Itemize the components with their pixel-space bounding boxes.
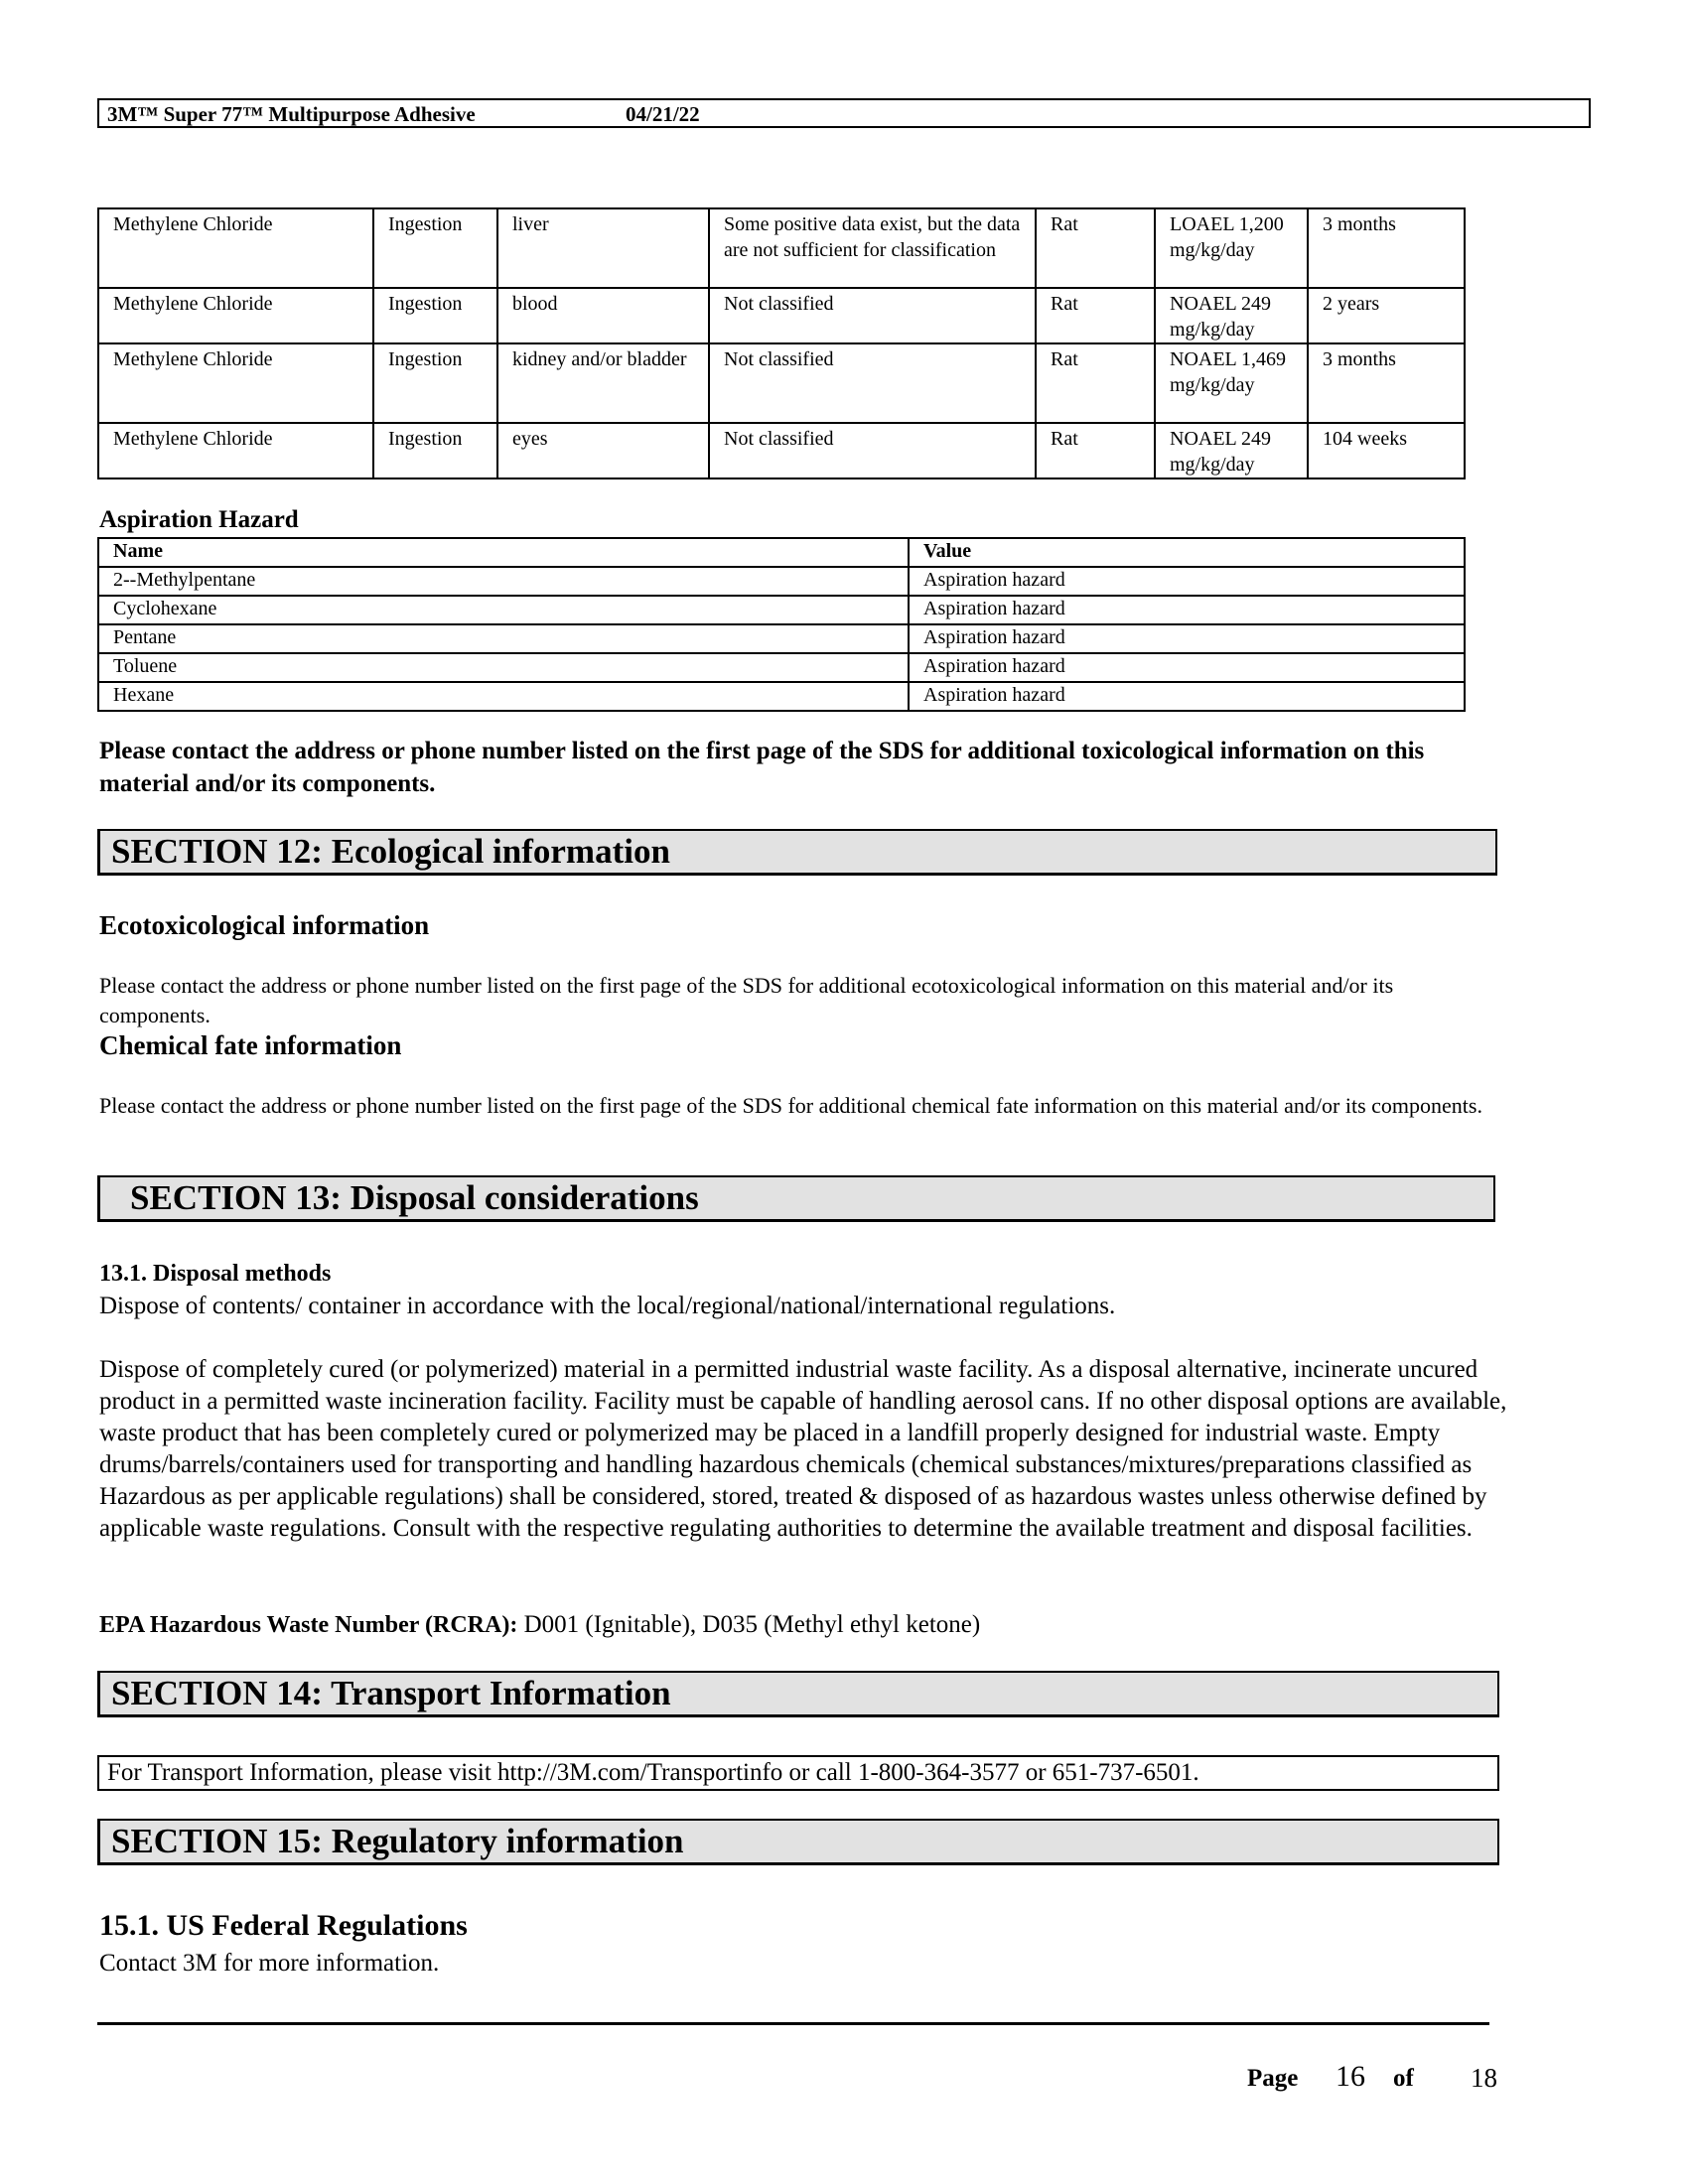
footer-divider: [97, 2022, 1489, 2025]
chemical-fate-heading: Chemical fate information: [99, 1030, 402, 1060]
table-cell: liver: [497, 208, 709, 288]
aspiration-hazard-title: Aspiration Hazard: [99, 506, 299, 533]
table-cell: Methylene Chloride: [98, 423, 373, 478]
section-title: SECTION 13: Disposal considerations: [130, 1178, 699, 1217]
table-cell: kidney and/or bladder: [497, 343, 709, 423]
disposal-methods-heading: 13.1. Disposal methods: [99, 1261, 332, 1287]
toxicology-contact-note: Please contact the address or phone number listed on the first page of the SDS for additional toxicological information on this material and/or its components.: [99, 738, 1425, 797]
table-cell: Ingestion: [373, 208, 497, 288]
us-federal-regulations-heading: 15.1. US Federal Regulations: [99, 1909, 468, 1942]
table-cell: Aspiration hazard: [909, 567, 1465, 596]
section-title: SECTION 14: Transport Information: [111, 1674, 671, 1712]
table-cell: Aspiration hazard: [909, 624, 1465, 653]
table-cell: Cyclohexane: [98, 596, 909, 624]
table-cell: NOAEL 249 mg/kg/day: [1155, 423, 1308, 478]
table-cell: Some positive data exist, but the data are not sufficient for classification: [709, 208, 1036, 288]
table-row: [98, 653, 1465, 682]
table-row: [98, 208, 1465, 288]
table-cell: 104 weeks: [1308, 423, 1465, 478]
table-cell: NOAEL 249 mg/kg/day: [1155, 288, 1308, 343]
epa-waste-number: [99, 1609, 1509, 1641]
column-header: Value: [909, 538, 1465, 567]
ecotoxicological-text: Please contact the address or phone number listed on the first page of the SDS for additional ecotoxicological information on this material and/or its components.: [99, 973, 1394, 1027]
of-label: of: [1393, 2065, 1414, 2092]
table-cell: Toluene: [98, 653, 909, 682]
table-row: [98, 682, 1465, 711]
table-cell: 3 months: [1308, 343, 1465, 423]
table-row: [98, 423, 1465, 478]
epa-waste-label: EPA Hazardous Waste Number (RCRA):: [99, 1612, 518, 1638]
table-row: [98, 567, 1465, 596]
total-pages: 18: [1471, 2063, 1497, 2093]
table-cell: Rat: [1036, 288, 1155, 343]
disposal-paragraph: Dispose of completely cured (or polymerized) material in a permitted industrial waste facility. As a disposal alternative, incinerate uncured product in a permitted waste incineration facility. Facility must be capable of handling aerosol cans. If no other disposal options are available, waste product that has been completely cured or polymerized may be placed in a landfill properly designed for industrial waste. Empty drums/barrels/containers used for transporting and handling hazardous chemicals (chemical substances/mixtures/preparations classified as Hazardous as per applicable regulations) shall be considered, stored, treated & disposed of as hazardous wastes unless otherwise defined by applicable waste regulations. Consult with the respective regulating authorities to determine the available treatment and disposal facilities.: [99, 1356, 1507, 1542]
table-cell: Ingestion: [373, 343, 497, 423]
table-header-row: [98, 538, 1465, 567]
table-cell: 2 years: [1308, 288, 1465, 343]
revision-date: 04/21/22: [626, 102, 700, 126]
epa-waste-value: D001 (Ignitable), D035 (Methyl ethyl ketone): [523, 1611, 981, 1638]
table-cell: blood: [497, 288, 709, 343]
table-cell: Aspiration hazard: [909, 682, 1465, 711]
section-title: SECTION 12: Ecological information: [111, 832, 670, 871]
transport-info-box: [97, 1755, 1499, 1791]
table-cell: Not classified: [709, 288, 1036, 343]
table-row: [98, 288, 1465, 343]
target-organ-table: [97, 207, 1466, 479]
table-cell: Aspiration hazard: [909, 596, 1465, 624]
chemical-fate-text: Please contact the address or phone number listed on the first page of the SDS for additional chemical fate information on this material and/or its components.: [99, 1093, 1482, 1118]
table-row: [98, 343, 1465, 423]
us-federal-regulations-text: Contact 3M for more information.: [99, 1950, 440, 1977]
section-13-header: [97, 1175, 1495, 1222]
table-cell: Aspiration hazard: [909, 653, 1465, 682]
section-title: SECTION 15: Regulatory information: [111, 1822, 684, 1860]
page-label: Page: [1247, 2065, 1299, 2092]
ecotoxicological-heading: Ecotoxicological information: [99, 910, 430, 940]
table-cell: Rat: [1036, 343, 1155, 423]
section-12-header: [97, 829, 1497, 876]
aspiration-hazard-table: [97, 537, 1466, 712]
table-cell: Hexane: [98, 682, 909, 711]
table-cell: 2--Methylpentane: [98, 567, 909, 596]
table-cell: Not classified: [709, 423, 1036, 478]
table-cell: Methylene Chloride: [98, 288, 373, 343]
table-cell: Ingestion: [373, 423, 497, 478]
table-cell: Not classified: [709, 343, 1036, 423]
table-row: [98, 596, 1465, 624]
table-cell: Ingestion: [373, 288, 497, 343]
table-cell: 3 months: [1308, 208, 1465, 288]
table-cell: Methylene Chloride: [98, 343, 373, 423]
table-cell: Rat: [1036, 423, 1155, 478]
page-number: 16: [1336, 2060, 1365, 2093]
table-cell: Rat: [1036, 208, 1155, 288]
document-header: [97, 98, 1591, 128]
product-name: 3M™ Super 77™ Multipurpose Adhesive: [107, 102, 476, 126]
column-header: Name: [98, 538, 909, 567]
section-14-header: [97, 1671, 1499, 1717]
table-cell: NOAEL 1,469 mg/kg/day: [1155, 343, 1308, 423]
table-cell: Methylene Chloride: [98, 208, 373, 288]
transport-info-text: For Transport Information, please visit http://3M.com/Transportinfo or call 1-800-364-3577 or 651-737-6501.: [107, 1759, 1199, 1786]
disposal-methods-text: Dispose of contents/ container in accordance with the local/regional/national/international regulations.: [99, 1293, 1116, 1319]
section-15-header: [97, 1819, 1499, 1865]
table-cell: LOAEL 1,200 mg/kg/day: [1155, 208, 1308, 288]
table-cell: Pentane: [98, 624, 909, 653]
table-row: [98, 624, 1465, 653]
table-cell: eyes: [497, 423, 709, 478]
